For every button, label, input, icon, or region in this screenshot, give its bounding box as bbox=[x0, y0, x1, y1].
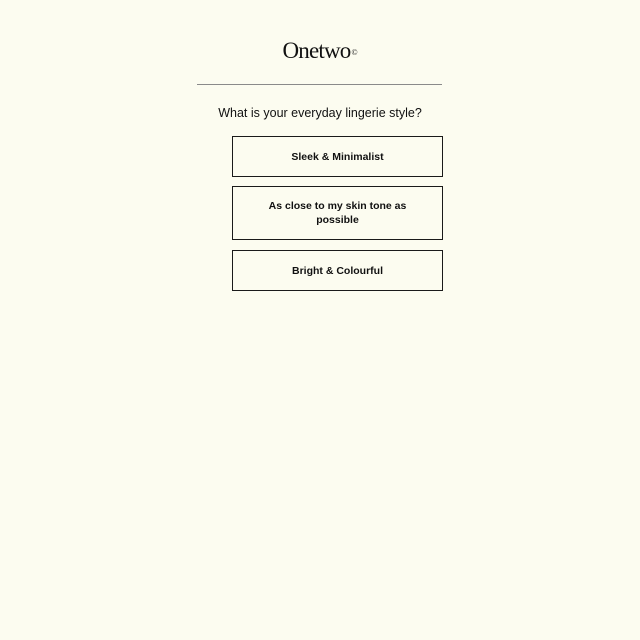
brand-logo[interactable] bbox=[0, 36, 640, 66]
option-bright-colourful-button[interactable] bbox=[232, 250, 443, 291]
brand-mark: © bbox=[351, 48, 358, 57]
brand-name: Onetwo bbox=[282, 38, 351, 63]
header-divider bbox=[197, 84, 442, 85]
option-skin-tone-button[interactable] bbox=[232, 186, 443, 240]
option-label: Sleek & Minimalist bbox=[291, 150, 384, 163]
option-label: As close to my skin tone as possible bbox=[268, 200, 407, 226]
option-label: Bright & Colourful bbox=[292, 264, 383, 277]
quiz-question: What is your everyday lingerie style? bbox=[218, 106, 422, 120]
option-sleek-minimalist-button[interactable] bbox=[232, 136, 443, 177]
